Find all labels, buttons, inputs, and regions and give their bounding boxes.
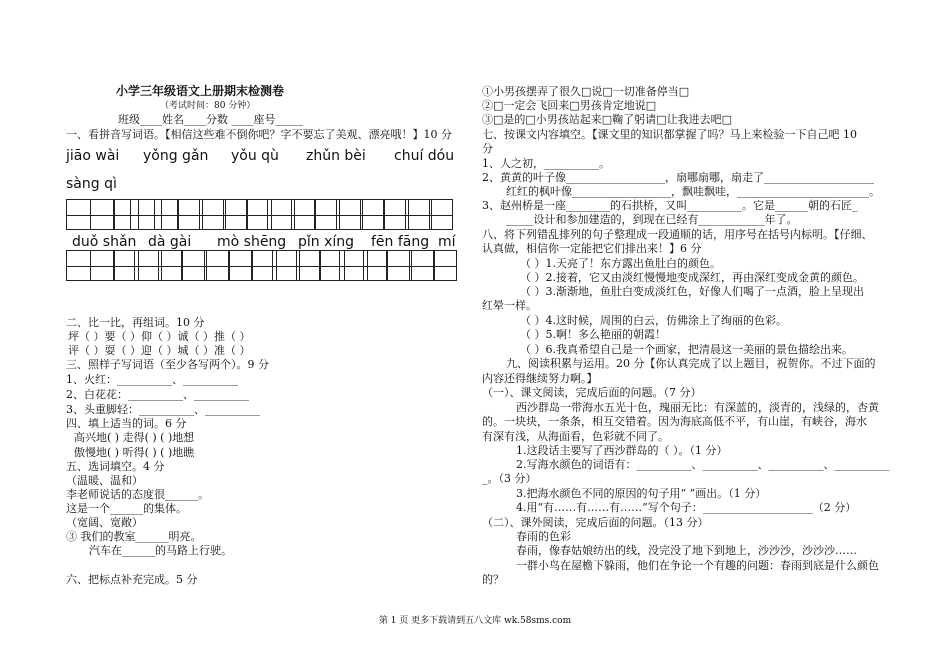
- pinyin: dà gài: [148, 234, 192, 250]
- q8-item: （ ）3.渐渐地，鱼肚白变成淡红色，好像人们喝了一点酒，脸上呈现出: [520, 285, 864, 298]
- q9-part-heading: （一）、课文阅读，完成后面的问题。（7 分）: [482, 386, 702, 399]
- passage-line: 有深有浅，从海面看，色彩就不同了。: [482, 430, 669, 443]
- q1-heading: 一、看拼音写词语。【相信这些难不倒你吧？字不要忘了美观、漂亮哦！】10 分: [66, 128, 452, 141]
- q5-group: （温暖、温和）: [66, 474, 143, 487]
- pinyin: sàng qì: [66, 176, 117, 192]
- q7-line: 2、黄黄的叶子像__________________，扇哪扇哪，扇走了____________________: [482, 171, 874, 184]
- q9-heading: 九、阅读积累与运用。20 分【你认真完成了以上题目，祝贺你。不过下面的: [506, 357, 876, 370]
- pinyin: chuí dóu: [394, 148, 455, 164]
- question-line: _。（3 分）: [482, 472, 537, 485]
- pinyin: mí: [438, 234, 456, 250]
- pinyin: yǒng gǎn: [143, 148, 209, 164]
- q8-heading: 八、将下列错乱排列的句子整理成一段通顺的话，用序号在括号内标明。【仔细、: [482, 228, 873, 241]
- q3-item: 3、头重脚轻：__________、__________: [66, 403, 260, 416]
- question-line: 4.用“有……有……有……”写个句子：____________________（2 分）: [516, 501, 857, 514]
- q5-heading: 五、选词填空。4 分: [66, 460, 165, 473]
- pinyin: zhǔn bèi: [306, 148, 366, 164]
- question-line: 1.这段话主要写了西沙群岛的（ ）。（1 分）: [516, 444, 728, 457]
- q9-part-heading: （二）、课外阅读，完成后面的问题。（13 分）: [482, 516, 709, 529]
- pinyin: jiāo wài: [66, 148, 120, 164]
- q7-line: 红红的枫叶像__________________，飘哇飘哇，________________________。: [506, 185, 880, 198]
- q4-row: 傲慢地( ) 听得( ) ( )地瞧: [74, 446, 195, 459]
- writing-box[interactable]: [204, 250, 252, 281]
- q5-sentence: 李老师说话的态度很______。: [66, 488, 209, 501]
- passage-line: 春雨，像春姑娘纺出的线，没完没了地下到地上，沙沙沙，沙沙沙……: [516, 544, 857, 557]
- q8-item: （ ）4.这时候，周围的白云，仿佛涂上了绚丽的色彩。: [520, 314, 787, 327]
- passage-line: 的？: [482, 573, 504, 586]
- writing-box[interactable]: [339, 250, 387, 281]
- pinyin: pǐn xíng: [298, 234, 355, 250]
- writing-box[interactable]: [66, 250, 114, 281]
- passage-line: 西沙群岛一带海水五光十色，瑰丽无比：有深蓝的，淡青的，浅绿的，杏黄: [516, 401, 879, 414]
- q4-row: 高兴地( ) 走得( ) ( )地想: [74, 431, 195, 444]
- essay-title: 春雨的色彩: [516, 530, 571, 543]
- question-line: 3.把海水颜色不同的原因的句子用“ ”画出。（1 分）: [516, 487, 767, 500]
- q5-sentence: ③ 我们的教室______明亮。: [66, 530, 202, 543]
- q2-row: 评（ ）耍（ ）迎（ ）城（ ）准（ ）: [68, 344, 251, 357]
- writing-box[interactable]: [130, 199, 178, 230]
- writing-box[interactable]: [66, 199, 114, 230]
- q3-heading: 三、照样子写词语（至少各写两个）。9 分: [66, 358, 269, 371]
- q8-item: （ ）5.啊！多么艳丽的朝霞！: [520, 328, 666, 341]
- q8-item-cont: 红晕一样。: [482, 299, 537, 312]
- writing-box[interactable]: [134, 250, 182, 281]
- q3-item: 1、火红：__________、__________: [66, 373, 238, 386]
- q2-row: 坪（ ）要（ ）仰（ ）诚（ ）推（ ）: [68, 330, 251, 343]
- question-line: 2.写海水颜色的词语有：__________、__________、__________、__________: [516, 458, 890, 471]
- q6-item: ①小男孩摆弄了很久□说□一切准备停当□: [482, 85, 690, 98]
- q6-heading: 六、把标点补充完成。5 分: [66, 573, 198, 586]
- q2-heading: 二、比一比，再组词。10 分: [66, 316, 205, 329]
- q5-sentence: 汽车在______的马路上行驶。: [89, 544, 232, 557]
- pinyin: yǒu qù: [231, 148, 279, 164]
- page-title: 小学三年级语文上册期末检测卷: [116, 84, 285, 98]
- writing-box[interactable]: [267, 199, 315, 230]
- q3-item: 2、白花花：__________、__________: [66, 388, 249, 401]
- q8-item: （ ）1.天亮了！东方露出鱼肚白的颜色。: [520, 257, 721, 270]
- q6-item: ③□是的□小男孩站起来□鞠了躬请□让我进去吧□: [482, 113, 732, 126]
- q5-group: （宽阔、宽敞）: [66, 516, 143, 529]
- pinyin: mò shēng: [217, 234, 287, 250]
- q5-sentence: 这是一个______的集体。: [66, 502, 187, 515]
- q7-line: 3、赵州桥是一座________的石拱桥，又叫__________。它是______朝的石匠_: [482, 199, 858, 212]
- page-footer: 第 1 页 更多下载请到五八文库 wk.58sms.com: [378, 616, 572, 626]
- q4-heading: 四、填上适当的词。6 分: [66, 417, 187, 430]
- pinyin: duǒ shǎn: [72, 234, 137, 250]
- student-info-line: 班级____姓名____分数 ____座号_____: [118, 113, 303, 126]
- q8-item: （ ）2.接着，它又由淡红慢慢地变成深红，再由深红变成金黄的颜色。: [520, 271, 864, 284]
- pinyin: fēn fāng: [371, 234, 430, 250]
- exam-time: （考试时间：80 分钟）: [160, 101, 256, 111]
- q8-item: （ ）6.我真希望自己是一个画家，把清晨这一美丽的景色描绘出来。: [520, 343, 853, 356]
- writing-box[interactable]: [405, 199, 453, 230]
- passage-line: 的。一块块，一条条，相互交错着。因为海底高低不平，有山崖，有峡谷，海水: [482, 415, 867, 428]
- q9-heading-cont: 内容还得继续努力啊。】: [482, 372, 598, 385]
- writing-box[interactable]: [272, 250, 320, 281]
- writing-box[interactable]: [336, 199, 384, 230]
- q7-heading: 七、按课文内容填空。【课文里的知识都掌握了吗？马上来检验一下自己吧 10: [482, 128, 857, 141]
- q6-item: ②□一定会飞回来□男孩肯定地说□: [482, 99, 657, 112]
- q7-heading-cont: 分: [482, 142, 493, 155]
- passage-line: 一群小鸟在屋檐下躲雨，他们在争论一个有趣的问题：春雨到底是什么颜色: [516, 559, 879, 572]
- q7-line: _____设计和参加建造的，到现在已经有____________年了。: [506, 213, 798, 226]
- writing-box[interactable]: [409, 250, 457, 281]
- q8-heading-cont: 认真做，相信你一定能把它们排出来！】6 分: [482, 242, 702, 255]
- writing-box[interactable]: [199, 199, 247, 230]
- q7-line: 1、人之初，__________。: [482, 157, 610, 170]
